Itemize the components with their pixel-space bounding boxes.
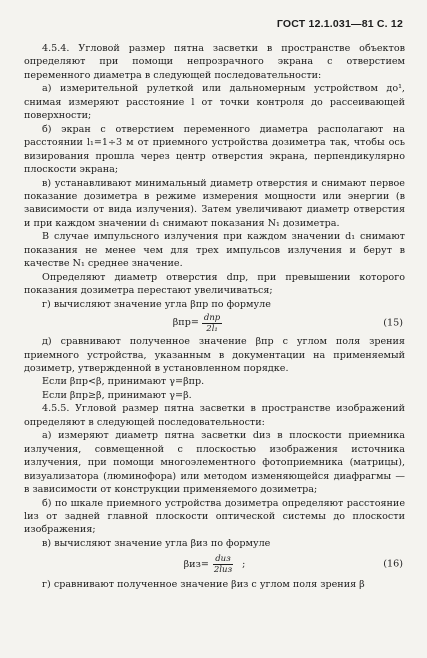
step-e-compare: д) сравнивают полученное значение βпр с углом поля зрения приемного устройства, указанным в документации на применяемый дозиметр, утвержденной в установленном порядке. [24, 336, 405, 374]
section-4-5-4-intro: 4.5.4. Угловой размер пятна засветки в пространстве объектов определяют при помощи непрозрачного экрана с отверстием переменного диаметра в следующей последовательности: [24, 43, 405, 81]
formula-15-number: (15) [383, 317, 403, 329]
step-c-aperture: в) устанавливают минимальный диаметр отверстия и снимают первое показание дозиметра в режиме измерения мощности или энергии (в зависимости от вида излучения). Затем увеличивают диаметр отверстия и при каждом значении d₁ снимают показания N₁ дозиметра. [24, 177, 405, 229]
step-b-scale-distance: б) по шкале приемного устройства дозиметра определяют расстояние lиз от задней главной плоскости оптической системы до плоскости изображения; [24, 497, 405, 536]
section-4-5-5-intro: 4.5.5. Угловой размер пятна засветки в пространстве изображений определяют в следующей последовательности: [24, 403, 405, 428]
document-body [24, 42, 405, 592]
formula-15-fraction [202, 313, 222, 334]
formula-16-denominator: 2lиз [213, 564, 233, 575]
formula-15-denominator: 2l₁ [206, 323, 218, 334]
step-c-compute-angle: в) вычисляют значение угла βиз по формуле [42, 537, 271, 549]
page-header: ГОСТ 12.1.031—81 С. 12 [276, 18, 403, 30]
formula-16-number: (16) [383, 558, 403, 570]
formula-16 [24, 550, 405, 578]
condition-less: Если βпр<β, принимают γ=βпр. [42, 376, 205, 388]
step-b-screen: б) экран с отверстием переменного диаметра располагают на расстоянии l₁=1÷3 м от приемного устройства дозиметра так, чтобы ось визирования прошла через центр отверстия экрана, перпендикулярно плоскости экрана; [24, 123, 405, 176]
formula-15-lhs: βпр= [172, 317, 199, 329]
step-d-compare-image: г) сравнивают полученное значение βиз с углом поля зрения β [42, 579, 365, 591]
formula-16-lhs: βиз= [183, 558, 209, 570]
aperture-diameter-note: Определяют диаметр отверстия dпр, при превышении которого показания дозиметра перестают увеличиваться; [24, 271, 405, 297]
step-a-distance: а) измерительной рулеткой или дальномерным устройством до¹, снимая измеряют расстояние l от точки контроля до рассеивающей поверхности; [24, 83, 405, 122]
pulsed-radiation-note: В случае импульсного излучения при каждом значении d₁ снимают показания не менее чем для трех импульсов излучения и берут в качестве N₁ среднее значение. [24, 231, 405, 270]
formula-16-semicolon: ; [242, 558, 246, 570]
formula-15 [0, 311, 405, 335]
step-d-compute: г) вычисляют значение угла βпр по формуле [42, 298, 271, 310]
formula-16-fraction [212, 554, 234, 575]
formula-16-numerator: dиз [215, 553, 231, 564]
step-a-measure-spot: а) измеряют диаметр пятна засветки dиз в плоскости приемника излучения, совмещенной с плоскостью изображения источника излучения, при помощи многоэлементного фотоприемника (матрицы), визуализатора (люминофора) или методом изменяющейся диафрагмы — в зависимости от конструкции применяемого дозиметра; [24, 430, 405, 496]
formula-15-numerator: dпр [203, 312, 221, 323]
condition-greater-equal: Если βпр≥β, принимают γ=β. [42, 389, 192, 401]
